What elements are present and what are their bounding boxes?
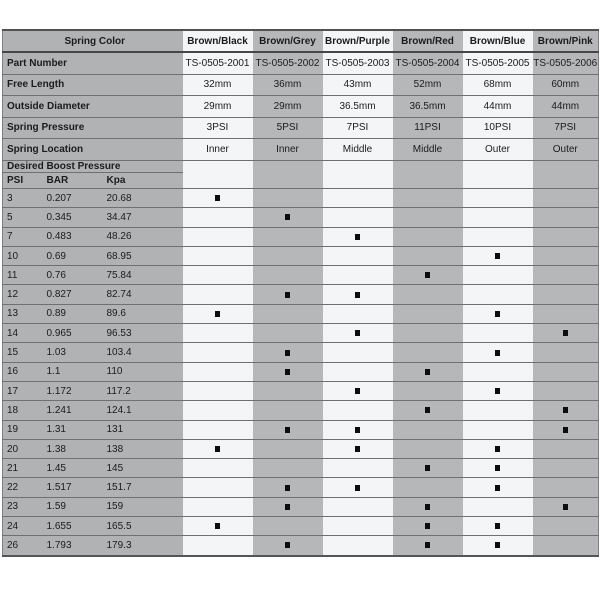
marker-square-icon: [425, 369, 430, 375]
boost-row: [3, 285, 599, 304]
empty-cell: [323, 160, 393, 172]
psi-value: 7: [3, 227, 43, 246]
bar-value: 0.89: [43, 304, 103, 323]
empty-cell: [253, 160, 323, 172]
psi-value: 22: [3, 478, 43, 497]
psi-value: 16: [3, 362, 43, 381]
psi-value: 18: [3, 401, 43, 420]
marker-cell: [393, 478, 463, 497]
col-header-brown-black: Brown/Black: [183, 30, 253, 52]
marker-cell: [253, 227, 323, 246]
marker-cell: [533, 304, 599, 323]
marker-cell: [533, 381, 599, 400]
boost-row: [3, 343, 599, 362]
marker-cell: [533, 517, 599, 536]
marker-cell: [323, 189, 393, 208]
psi-value: 23: [3, 497, 43, 516]
spec-value: TS-0505-2002: [253, 52, 323, 74]
empty-cell: [463, 172, 533, 189]
marker-cell: [183, 478, 253, 497]
marker-square-icon: [285, 292, 290, 298]
unit-header-bar: BAR: [43, 172, 103, 189]
marker-cell: [393, 536, 463, 556]
boost-row: [3, 497, 599, 516]
marker-square-icon: [425, 407, 430, 413]
marker-square-icon: [215, 446, 220, 452]
marker-square-icon: [495, 523, 500, 529]
spec-value: Middle: [393, 139, 463, 161]
spec-value: TS-0505-2004: [393, 52, 463, 74]
marker-cell: [183, 517, 253, 536]
marker-cell: [323, 285, 393, 304]
boost-row: [3, 381, 599, 400]
marker-cell: [323, 266, 393, 285]
spec-row-spring-pressure: [3, 117, 599, 139]
bar-value: 0.345: [43, 208, 103, 227]
spec-value: 68mm: [463, 74, 533, 96]
empty-cell: [393, 172, 463, 189]
spring-chart-table: [2, 29, 599, 557]
marker-cell: [183, 381, 253, 400]
bar-value: 1.172: [43, 381, 103, 400]
bar-value: 0.965: [43, 324, 103, 343]
spec-value: 5PSI: [253, 117, 323, 139]
psi-value: 10: [3, 246, 43, 265]
boost-row: [3, 189, 599, 208]
marker-square-icon: [285, 369, 290, 375]
marker-cell: [533, 401, 599, 420]
spec-value: 7PSI: [533, 117, 599, 139]
spec-value: 60mm: [533, 74, 599, 96]
marker-cell: [463, 285, 533, 304]
spec-value: 44mm: [463, 96, 533, 118]
psi-value: 3: [3, 189, 43, 208]
spec-value: 29mm: [253, 96, 323, 118]
marker-cell: [533, 478, 599, 497]
marker-square-icon: [425, 523, 430, 529]
kpa-value: 48.26: [103, 227, 183, 246]
kpa-value: 124.1: [103, 401, 183, 420]
marker-cell: [323, 439, 393, 458]
marker-cell: [323, 381, 393, 400]
desired-boost-pressure-row: [3, 160, 599, 172]
marker-square-icon: [215, 311, 220, 317]
marker-cell: [533, 246, 599, 265]
marker-cell: [463, 536, 533, 556]
marker-cell: [323, 420, 393, 439]
kpa-value: 165.5: [103, 517, 183, 536]
desired-boost-pressure-label: Desired Boost Pressure: [3, 160, 183, 172]
empty-cell: [183, 160, 253, 172]
marker-square-icon: [563, 427, 568, 433]
bar-value: 1.241: [43, 401, 103, 420]
marker-cell: [393, 459, 463, 478]
marker-cell: [463, 266, 533, 285]
marker-cell: [183, 497, 253, 516]
marker-square-icon: [285, 504, 290, 510]
spec-value: Outer: [463, 139, 533, 161]
kpa-value: 151.7: [103, 478, 183, 497]
kpa-value: 179.3: [103, 536, 183, 556]
bar-value: 1.655: [43, 517, 103, 536]
spec-label: Spring Pressure: [3, 117, 183, 139]
marker-square-icon: [425, 272, 430, 278]
spring-color-header-row: [3, 30, 599, 52]
kpa-value: 159: [103, 497, 183, 516]
marker-cell: [253, 246, 323, 265]
unit-header-kpa: Kpa: [103, 172, 183, 189]
bar-value: 1.03: [43, 343, 103, 362]
marker-square-icon: [495, 388, 500, 394]
marker-square-icon: [425, 504, 430, 510]
psi-value: 13: [3, 304, 43, 323]
marker-cell: [393, 381, 463, 400]
marker-cell: [533, 439, 599, 458]
marker-cell: [463, 227, 533, 246]
marker-square-icon: [495, 542, 500, 548]
marker-cell: [393, 208, 463, 227]
marker-square-icon: [495, 485, 500, 491]
boost-row: [3, 304, 599, 323]
marker-cell: [463, 189, 533, 208]
boost-row: [3, 420, 599, 439]
marker-cell: [253, 478, 323, 497]
marker-cell: [183, 227, 253, 246]
bar-value: 0.69: [43, 246, 103, 265]
marker-cell: [253, 497, 323, 516]
marker-cell: [533, 536, 599, 556]
marker-cell: [323, 362, 393, 381]
spec-value: TS-0505-2001: [183, 52, 253, 74]
marker-cell: [533, 343, 599, 362]
marker-cell: [463, 304, 533, 323]
marker-cell: [253, 189, 323, 208]
psi-value: 5: [3, 208, 43, 227]
marker-cell: [533, 324, 599, 343]
marker-square-icon: [355, 446, 360, 452]
boost-row: [3, 227, 599, 246]
kpa-value: 34.47: [103, 208, 183, 227]
spring-color-header: Spring Color: [3, 30, 183, 52]
marker-square-icon: [285, 542, 290, 548]
marker-cell: [463, 246, 533, 265]
marker-cell: [323, 497, 393, 516]
spec-value: TS-0505-2003: [323, 52, 393, 74]
spec-value: 11PSI: [393, 117, 463, 139]
marker-cell: [183, 304, 253, 323]
spec-value: 43mm: [323, 74, 393, 96]
spec-row-free-length: [3, 74, 599, 96]
marker-cell: [463, 517, 533, 536]
bar-value: 0.207: [43, 189, 103, 208]
marker-square-icon: [215, 523, 220, 529]
marker-cell: [253, 208, 323, 227]
boost-row: [3, 517, 599, 536]
marker-cell: [323, 324, 393, 343]
marker-cell: [253, 304, 323, 323]
bar-value: 1.38: [43, 439, 103, 458]
marker-cell: [323, 536, 393, 556]
marker-square-icon: [563, 407, 568, 413]
marker-square-icon: [425, 465, 430, 471]
marker-cell: [323, 478, 393, 497]
marker-cell: [393, 420, 463, 439]
kpa-value: 96.53: [103, 324, 183, 343]
spring-rate-chart: [2, 29, 599, 557]
boost-row: [3, 401, 599, 420]
marker-cell: [393, 439, 463, 458]
spec-value: 36.5mm: [323, 96, 393, 118]
marker-cell: [183, 420, 253, 439]
marker-square-icon: [495, 311, 500, 317]
boost-row: [3, 246, 599, 265]
spec-value: 3PSI: [183, 117, 253, 139]
marker-cell: [183, 343, 253, 362]
marker-cell: [323, 304, 393, 323]
marker-cell: [183, 189, 253, 208]
marker-square-icon: [563, 504, 568, 510]
bar-value: 1.517: [43, 478, 103, 497]
col-header-brown-blue: Brown/Blue: [463, 30, 533, 52]
marker-cell: [183, 266, 253, 285]
marker-cell: [253, 401, 323, 420]
marker-square-icon: [355, 427, 360, 433]
psi-value: 24: [3, 517, 43, 536]
marker-square-icon: [285, 485, 290, 491]
marker-cell: [323, 459, 393, 478]
spec-row-part-number: [3, 52, 599, 74]
marker-cell: [463, 381, 533, 400]
marker-cell: [533, 420, 599, 439]
marker-cell: [533, 497, 599, 516]
marker-cell: [393, 246, 463, 265]
marker-square-icon: [285, 427, 290, 433]
marker-cell: [463, 497, 533, 516]
marker-square-icon: [215, 195, 220, 201]
marker-cell: [533, 189, 599, 208]
marker-cell: [393, 401, 463, 420]
boost-row: [3, 439, 599, 458]
marker-cell: [183, 246, 253, 265]
marker-square-icon: [495, 350, 500, 356]
kpa-value: 131: [103, 420, 183, 439]
empty-cell: [183, 172, 253, 189]
kpa-value: 110: [103, 362, 183, 381]
empty-cell: [393, 160, 463, 172]
marker-cell: [253, 439, 323, 458]
marker-cell: [463, 478, 533, 497]
marker-square-icon: [495, 465, 500, 471]
marker-cell: [393, 517, 463, 536]
psi-value: 11: [3, 266, 43, 285]
marker-cell: [393, 227, 463, 246]
marker-cell: [463, 459, 533, 478]
kpa-value: 117.2: [103, 381, 183, 400]
boost-row: [3, 266, 599, 285]
marker-cell: [183, 459, 253, 478]
boost-row: [3, 208, 599, 227]
spec-value: Inner: [183, 139, 253, 161]
marker-square-icon: [355, 388, 360, 394]
bar-value: 1.1: [43, 362, 103, 381]
marker-cell: [323, 517, 393, 536]
marker-cell: [253, 459, 323, 478]
unit-header-psi: PSI: [3, 172, 43, 189]
boost-row: [3, 324, 599, 343]
empty-cell: [253, 172, 323, 189]
marker-cell: [393, 343, 463, 362]
kpa-value: 68.95: [103, 246, 183, 265]
marker-cell: [393, 497, 463, 516]
kpa-value: 89.6: [103, 304, 183, 323]
empty-cell: [533, 160, 599, 172]
marker-cell: [533, 285, 599, 304]
marker-square-icon: [355, 330, 360, 336]
bar-value: 1.793: [43, 536, 103, 556]
marker-square-icon: [495, 446, 500, 452]
marker-cell: [533, 208, 599, 227]
spec-value: Outer: [533, 139, 599, 161]
col-header-brown-purple: Brown/Purple: [323, 30, 393, 52]
empty-cell: [533, 172, 599, 189]
marker-square-icon: [563, 330, 568, 336]
spec-label: Part Number: [3, 52, 183, 74]
marker-cell: [323, 227, 393, 246]
boost-row: [3, 536, 599, 556]
bar-value: 0.827: [43, 285, 103, 304]
marker-square-icon: [425, 542, 430, 548]
marker-cell: [463, 401, 533, 420]
marker-cell: [183, 208, 253, 227]
kpa-value: 75.84: [103, 266, 183, 285]
marker-cell: [253, 362, 323, 381]
marker-cell: [463, 343, 533, 362]
marker-square-icon: [355, 485, 360, 491]
marker-cell: [253, 266, 323, 285]
bar-value: 1.31: [43, 420, 103, 439]
col-header-brown-pink: Brown/Pink: [533, 30, 599, 52]
marker-cell: [393, 266, 463, 285]
marker-cell: [323, 343, 393, 362]
bar-value: 0.483: [43, 227, 103, 246]
marker-cell: [253, 343, 323, 362]
marker-cell: [323, 246, 393, 265]
spec-value: 52mm: [393, 74, 463, 96]
unit-header-row: [3, 172, 599, 189]
psi-value: 21: [3, 459, 43, 478]
marker-cell: [183, 324, 253, 343]
kpa-value: 103.4: [103, 343, 183, 362]
marker-cell: [533, 459, 599, 478]
spec-value: 36.5mm: [393, 96, 463, 118]
psi-value: 19: [3, 420, 43, 439]
marker-cell: [323, 401, 393, 420]
bar-value: 0.76: [43, 266, 103, 285]
marker-cell: [393, 324, 463, 343]
bar-value: 1.59: [43, 497, 103, 516]
marker-cell: [393, 189, 463, 208]
kpa-value: 138: [103, 439, 183, 458]
marker-cell: [463, 420, 533, 439]
marker-cell: [253, 381, 323, 400]
marker-cell: [183, 362, 253, 381]
spec-label: Free Length: [3, 74, 183, 96]
kpa-value: 20.68: [103, 189, 183, 208]
psi-value: 12: [3, 285, 43, 304]
spec-label: Spring Location: [3, 139, 183, 161]
marker-cell: [253, 536, 323, 556]
marker-cell: [253, 324, 323, 343]
boost-row: [3, 478, 599, 497]
marker-cell: [253, 285, 323, 304]
bar-value: 1.45: [43, 459, 103, 478]
spec-value: 7PSI: [323, 117, 393, 139]
marker-cell: [463, 362, 533, 381]
spec-value: Inner: [253, 139, 323, 161]
marker-cell: [253, 420, 323, 439]
marker-cell: [463, 324, 533, 343]
spec-row-outside-diameter: [3, 96, 599, 118]
spec-value: 32mm: [183, 74, 253, 96]
spec-row-spring-location: [3, 139, 599, 161]
marker-square-icon: [285, 214, 290, 220]
marker-square-icon: [285, 350, 290, 356]
marker-cell: [533, 362, 599, 381]
spec-value: 44mm: [533, 96, 599, 118]
spec-label: Outside Diameter: [3, 96, 183, 118]
spec-value: Middle: [323, 139, 393, 161]
marker-square-icon: [355, 234, 360, 240]
marker-square-icon: [495, 253, 500, 259]
spec-value: 36mm: [253, 74, 323, 96]
marker-cell: [183, 439, 253, 458]
marker-cell: [393, 362, 463, 381]
psi-value: 20: [3, 439, 43, 458]
col-header-brown-grey: Brown/Grey: [253, 30, 323, 52]
marker-square-icon: [355, 292, 360, 298]
kpa-value: 82.74: [103, 285, 183, 304]
spec-value: TS-0505-2006: [533, 52, 599, 74]
spec-value: TS-0505-2005: [463, 52, 533, 74]
psi-value: 14: [3, 324, 43, 343]
marker-cell: [183, 285, 253, 304]
spec-value: 29mm: [183, 96, 253, 118]
marker-cell: [183, 536, 253, 556]
spec-value: 10PSI: [463, 117, 533, 139]
psi-value: 17: [3, 381, 43, 400]
marker-cell: [533, 266, 599, 285]
boost-row: [3, 459, 599, 478]
marker-cell: [393, 285, 463, 304]
marker-cell: [463, 208, 533, 227]
psi-value: 15: [3, 343, 43, 362]
marker-cell: [253, 517, 323, 536]
marker-cell: [463, 439, 533, 458]
psi-value: 26: [3, 536, 43, 556]
marker-cell: [533, 227, 599, 246]
marker-cell: [393, 304, 463, 323]
empty-cell: [323, 172, 393, 189]
marker-cell: [183, 401, 253, 420]
boost-row: [3, 362, 599, 381]
marker-cell: [323, 208, 393, 227]
col-header-brown-red: Brown/Red: [393, 30, 463, 52]
kpa-value: 145: [103, 459, 183, 478]
empty-cell: [463, 160, 533, 172]
